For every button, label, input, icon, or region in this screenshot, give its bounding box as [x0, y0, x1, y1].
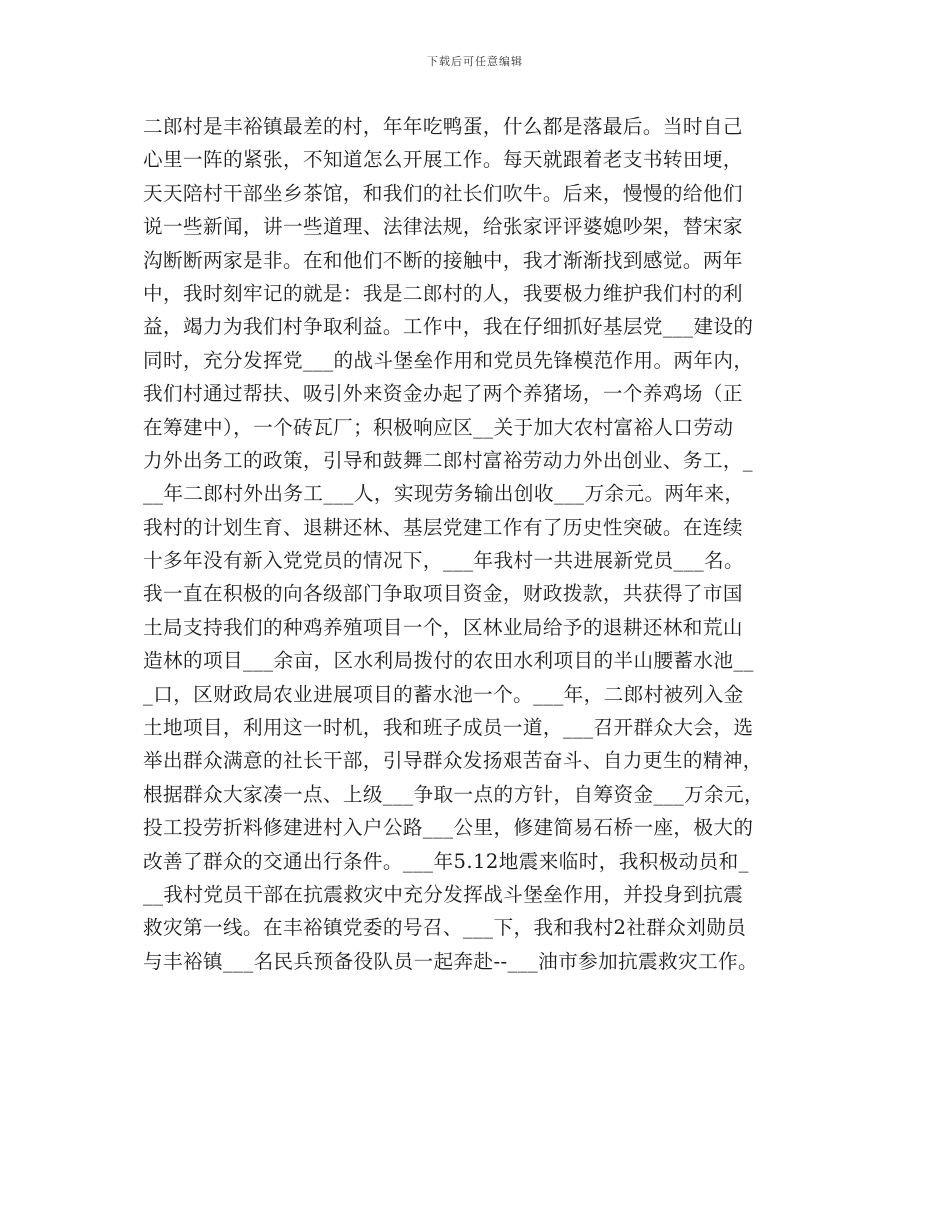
text-line: 土地项目，利用这一时机，我和班子成员一道，___召开群众大会，选 [143, 716, 754, 740]
text-line: 说一些新闻，讲一些道理、法律法规，给张家评评婆媳吵架，替宋家 [143, 215, 743, 239]
text-line: 力外出务工的政策，引导和鼓舞二郎村富裕劳动力外出创业、务工，_ [143, 448, 754, 472]
text-line: 根据群众大家凑一点、上级___争取一点的方针，自筹资金___万余元， [143, 782, 765, 806]
text-line: 我们村通过帮扶、吸引外来资金办起了两个养猪场，一个养鸡场（正 [143, 382, 743, 406]
text-line: __年二郎村外出务工___人，实现劳务输出创收___万余元。两年来， [143, 482, 745, 506]
text-line: 沟断断两家是非。在和他们不断的接触中，我才渐渐找到感觉。两年 [143, 248, 743, 272]
text-line: 举出群众满意的社长干部，引导群众发扬艰苦奋斗、自力更生的精神， [143, 749, 763, 773]
text-line: 在筹建中），一个砖瓦厂；积极响应区__关于加大农村富裕人口劳动 [143, 415, 734, 439]
text-line: __我村党员干部在抗震救灾中充分发挥战斗堡垒作用，并投身到抗震 [143, 882, 744, 906]
document-body [143, 110, 843, 978]
text-line: 二郎村是丰裕镇最差的村，年年吃鸭蛋，什么都是落最后。当时自己 [143, 115, 743, 138]
text-line: 天天陪村干部坐乡茶馆，和我们的社长们吹牛。后来，慢慢的给他们 [143, 181, 743, 205]
text-line: 同时，充分发挥党___的战斗堡垒作用和党员先锋模范作用。两年内， [143, 348, 754, 372]
text-line: 救灾第一线。在丰裕镇党委的号召、___下，我和我村2社群众刘勋员 [143, 916, 747, 940]
text-line: _口，区财政局农业进展项目的蓄水池一个。___年，二郎村被列入金 [143, 682, 744, 706]
text-line: 投工投劳折料修建进村入户公路___公里，修建简易石桥一座，极大的 [143, 816, 754, 840]
text-line: 我一直在积极的向各级部门争取项目资金，财政拨款，共获得了市国 [143, 582, 743, 606]
page-header: 下载后可任意编辑 [427, 55, 523, 68]
text-line: 十多年没有新入党党员的情况下，___年我村一共进展新党员___名。 [143, 549, 745, 573]
text-line: 造林的项目___余亩，区水利局拨付的农田水利项目的半山腰蓄水池__ [143, 649, 754, 673]
text-line: 土局支持我们的种鸡养殖项目一个，区林业局给予的退耕还林和荒山 [143, 615, 743, 639]
text-line: 与丰裕镇___名民兵预备役队员一起奔赴--___油市参加抗震救灾工作。 [143, 949, 759, 973]
text-line: 益，竭力为我们村争取利益。工作中，我在仔细抓好基层党___建设的 [143, 315, 754, 339]
text-line: 中，我时刻牢记的就是：我是二郎村的人，我要极力维护我们村的利 [143, 281, 743, 305]
text-line: 改善了群众的交通出行条件。___年5.12地震来临时，我积极动员和_ [143, 849, 749, 873]
text-line: 心里一阵的紧张，不知道怎么开展工作。每天就跟着老支书转田埂， [143, 148, 743, 172]
text-line: 我村的计划生育、退耕还林、基层党建工作有了历史性突破。在连续 [143, 515, 743, 539]
